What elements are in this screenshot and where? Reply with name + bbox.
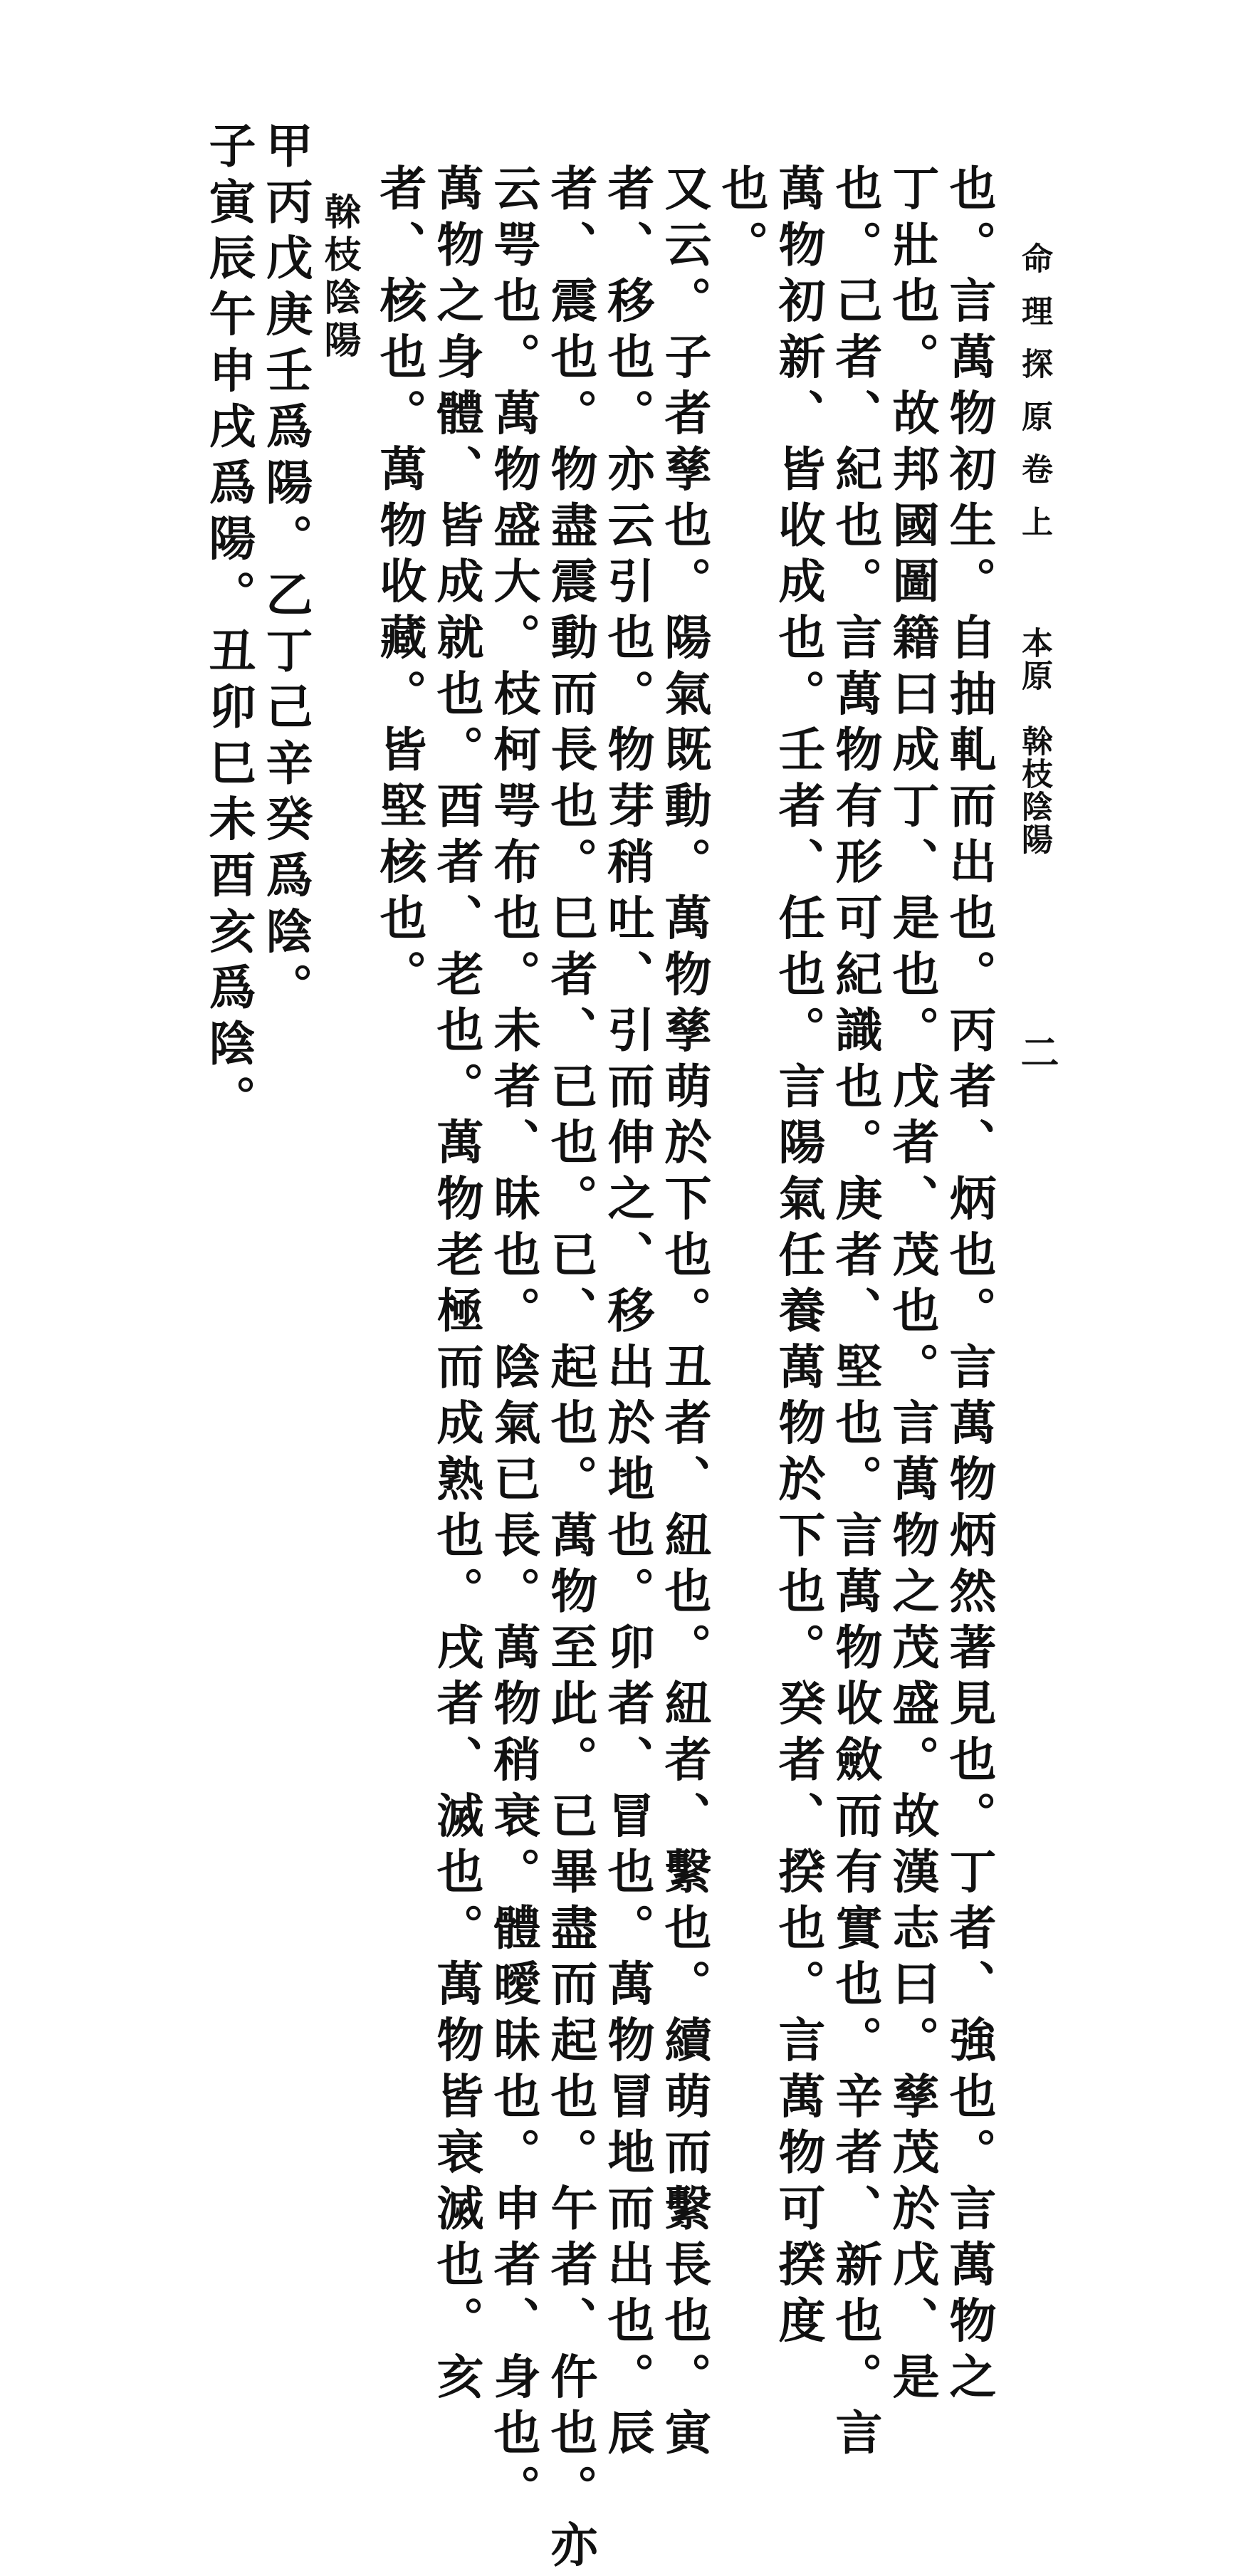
text-column: 云咢也。萬物盛大。枝柯咢布也。未者、昧也。陰氣已長。萬物稍衰。體曖昧也。申者、身也。 — [486, 164, 541, 2520]
text-column: 又云。子者孳也。陽氣既動。萬物孳萌於下也。丑者、紐也。紐者、繫也。續萌而繫長也。寅 — [656, 164, 712, 2464]
text-column: 也。己者、紀也。言萬物有形可紀識也。庚者、堅也。言萬物收斂而有實也。辛者、新也。言 — [827, 164, 883, 2464]
text-column: 也。言萬物初生。自抽軋而出也。丙者、炳也。言萬物炳然著見也。丁者、強也。言萬物之 — [941, 164, 997, 2408]
running-header-title: 命理探原卷上 — [1016, 242, 1052, 558]
text-column: 也。 — [713, 164, 769, 276]
yinyang-line: 子寅辰午申戌爲陽。丑卯巳未酉亥爲陰。 — [201, 121, 256, 1131]
running-header-section: 本原 榦枝陰陽 — [1016, 627, 1052, 856]
text-column: 者、移也。亦云引也。物芽稍吐、引而伸之、移出於地也。卯者、冒也。萬物冒地而出也。辰 — [600, 164, 655, 2464]
text-column: 者、核也。萬物收藏。皆堅核也。 — [372, 164, 427, 1005]
text-column: 丁壯也。故邦國圖籍曰成丁、是也。戊者、茂也。言萬物之茂盛。故漢志曰。孳茂於戊、是 — [884, 164, 940, 2408]
yinyang-line: 甲丙戊庚壬爲陽。乙丁己辛癸爲陰。 — [258, 121, 313, 1019]
text-column: 萬物初新、皆收成也。壬者、任也。言陽氣任養萬物於下也。癸者、揆也。言萬物可揆度 — [770, 164, 826, 2352]
page-number: 二 — [1015, 1032, 1060, 1071]
text-column: 者、震也。物盡震動而長也。巳者、已也。已、起也。萬物至此。已畢盡而起也。午者、仵也。亦 — [543, 164, 598, 2576]
section-heading: 榦枝陰陽 — [318, 192, 361, 363]
text-column: 萬物之身體、皆成就也。酉者、老也。萬物老極而成熟也。戌者、滅也。萬物皆衰滅也。亥 — [429, 164, 484, 2408]
